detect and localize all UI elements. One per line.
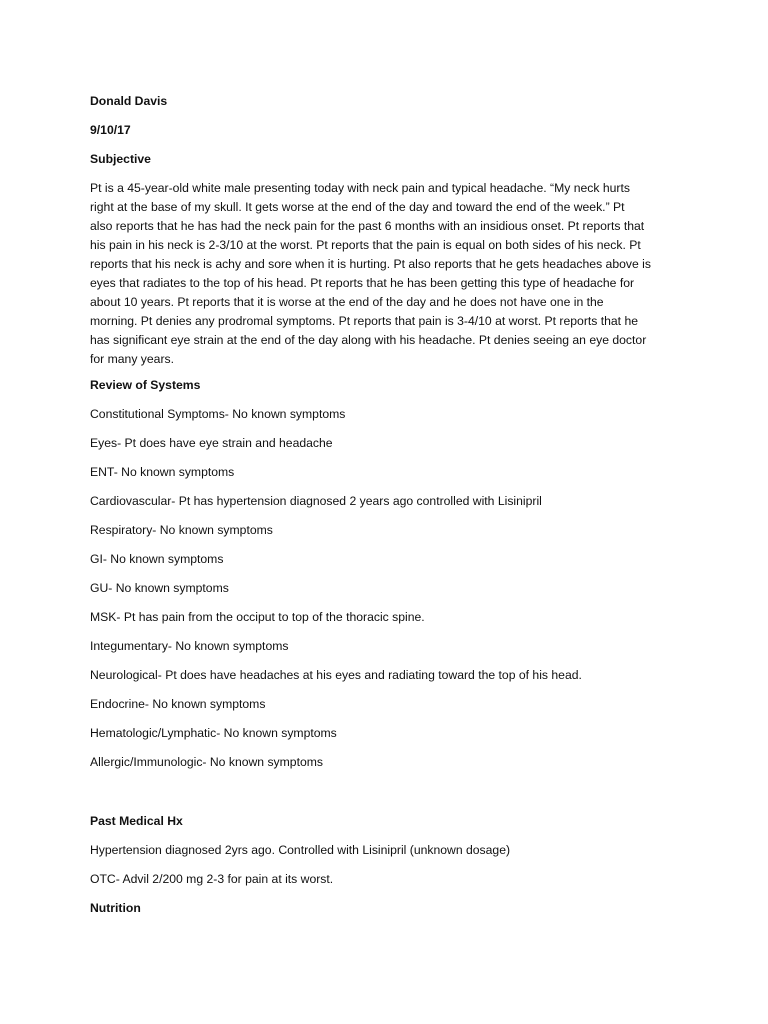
subjective-line: has significant eye strain at the end of the day along with his headache. Pt denies seeing an eye doctor [90, 333, 647, 347]
subjective-line: for many years. [90, 352, 174, 366]
ros-item: Neurological- Pt does have headaches at his eyes and radiating toward the top of his head. [90, 668, 582, 682]
subjective-line: Pt is a 45-year-old white male presenting today with neck pain and typical headache. “My neck hurts [90, 181, 630, 195]
subjective-line: morning. Pt denies any prodromal symptoms. Pt reports that pain is 3-4/10 at worst. Pt reports that he [90, 314, 639, 328]
ros-item: MSK- Pt has pain from the occiput to top of the thoracic spine. [90, 610, 425, 624]
ros-item: Endocrine- No known symptoms [90, 697, 266, 711]
subjective-heading: Subjective [90, 152, 151, 166]
ros-item: GU- No known symptoms [90, 581, 229, 595]
ros-item: Constitutional Symptoms- No known symptoms [90, 407, 346, 421]
note-date: 9/10/17 [90, 123, 131, 137]
ros-item: GI- No known symptoms [90, 552, 224, 566]
patient-name: Donald Davis [90, 94, 168, 108]
ros-item: Cardiovascular- Pt has hypertension diagnosed 2 years ago controlled with Lisinipril [90, 494, 542, 508]
ros-item: ENT- No known symptoms [90, 465, 235, 479]
nutrition-heading: Nutrition [90, 901, 141, 915]
ros-heading: Review of Systems [90, 378, 201, 392]
subjective-line: reports that his neck is achy and sore when it is hurting. Pt also reports that he gets headaches above is [90, 257, 651, 271]
document-page [90, 0, 680, 1024]
ros-item: Integumentary- No known symptoms [90, 639, 289, 653]
ros-item: Respiratory- No known symptoms [90, 523, 273, 537]
subjective-line: also reports that he has had the neck pain for the past 6 months with an insidious onset. Pt reports that [90, 219, 645, 233]
past-medical-hx-item: Hypertension diagnosed 2yrs ago. Controlled with Lisinipril (unknown dosage) [90, 843, 511, 857]
subjective-line: eyes that radiates to the top of his head. Pt reports that he has been getting this type of headache for [90, 276, 635, 290]
subjective-paragraph [90, 179, 682, 369]
past-medical-hx-heading: Past Medical Hx [90, 814, 183, 828]
subjective-line: right at the base of my skull. It gets worse at the end of the day and toward the end of the week.” Pt [90, 200, 625, 214]
ros-item: Hematologic/Lymphatic- No known symptoms [90, 726, 337, 740]
past-medical-hx-item: OTC- Advil 2/200 mg 2-3 for pain at its worst. [90, 872, 334, 886]
ros-item: Allergic/Immunologic- No known symptoms [90, 755, 323, 769]
subjective-line: about 10 years. Pt reports that it is worse at the end of the day and he does not have one in the [90, 295, 604, 309]
subjective-line: his pain in his neck is 2-3/10 at the worst. Pt reports that the pain is equal on both sides of his neck. Pt [90, 238, 641, 252]
ros-item: Eyes- Pt does have eye strain and headache [90, 436, 333, 450]
